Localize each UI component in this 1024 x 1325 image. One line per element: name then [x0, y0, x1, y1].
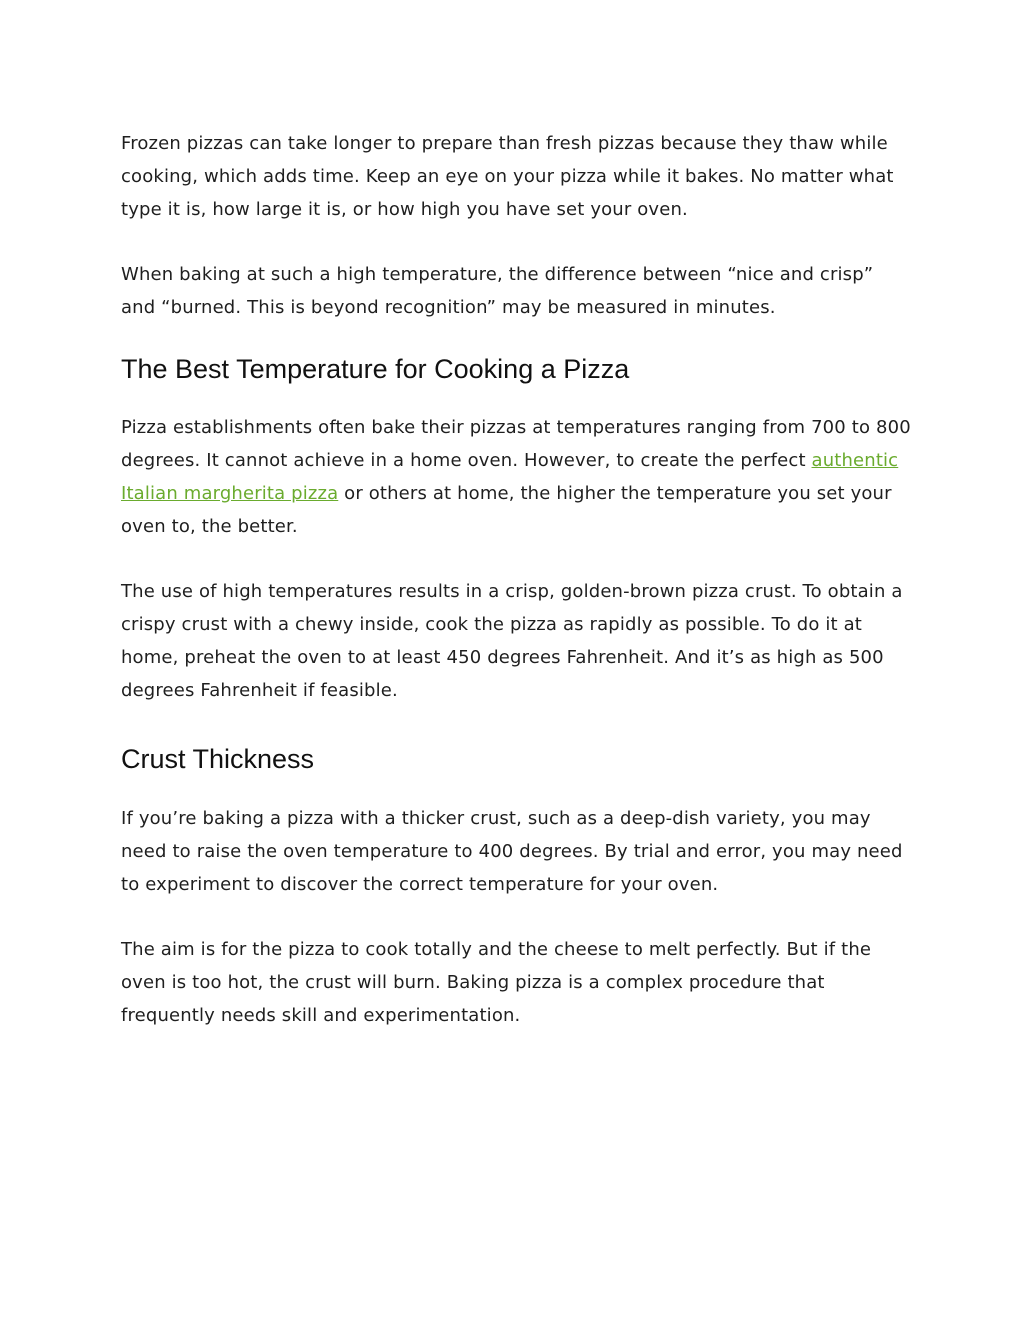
paragraph-pizza-establishments — [121, 411, 911, 543]
margherita-pizza-link[interactable]: authentic Italian margherita pizza — [121, 450, 899, 504]
paragraph-aim-cook: The aim is for the pizza to cook totally and the cheese to melt perfectly. But if the oven is too hot, the crust will burn. Baking pizza is a complex procedure that frequently needs skill and experimentation. — [121, 939, 872, 1026]
paragraph-high-temperatures-crust: The use of high temperatures results in a crisp, golden-brown pizza crust. To obtain a crispy crust with a chewy inside, cook the pizza as rapidly as possible. To do it at home, preheat the oven to at least 450 degrees Fahrenheit. And it’s as high as 500 degrees Fahrenheit if feasible. — [121, 581, 903, 701]
document-page — [121, 127, 911, 1032]
paragraph-text-before-link: Pizza establishments often bake their pizzas at temperatures ranging from 700 to 800 degrees. It cannot achieve in a home oven. However, to create the perfect — [121, 417, 911, 471]
paragraph-high-temperature: When baking at such a high temperature, the difference between “nice and crisp” and “burned. This is beyond recognition” may be measured in minutes. — [121, 264, 874, 318]
heading-crust-thickness: Crust Thickness — [121, 744, 315, 774]
paragraph-thicker-crust: If you’re baking a pizza with a thicker crust, such as a deep-dish variety, you may need to raise the oven temperature to 400 degrees. By trial and error, you may need to experiment to discover the correct temperature for your oven. — [121, 808, 903, 895]
paragraph-text-after-link: or others at home, the higher the temperature you set your oven to, the better. — [121, 483, 892, 537]
heading-best-temperature: The Best Temperature for Cooking a Pizza — [121, 354, 630, 384]
paragraph-frozen-pizzas: Frozen pizzas can take longer to prepare than fresh pizzas because they thaw while cooking, which adds time. Keep an eye on your pizza while it bakes. No matter what type it is, how large it is, or how high you have set your oven. — [121, 133, 894, 220]
